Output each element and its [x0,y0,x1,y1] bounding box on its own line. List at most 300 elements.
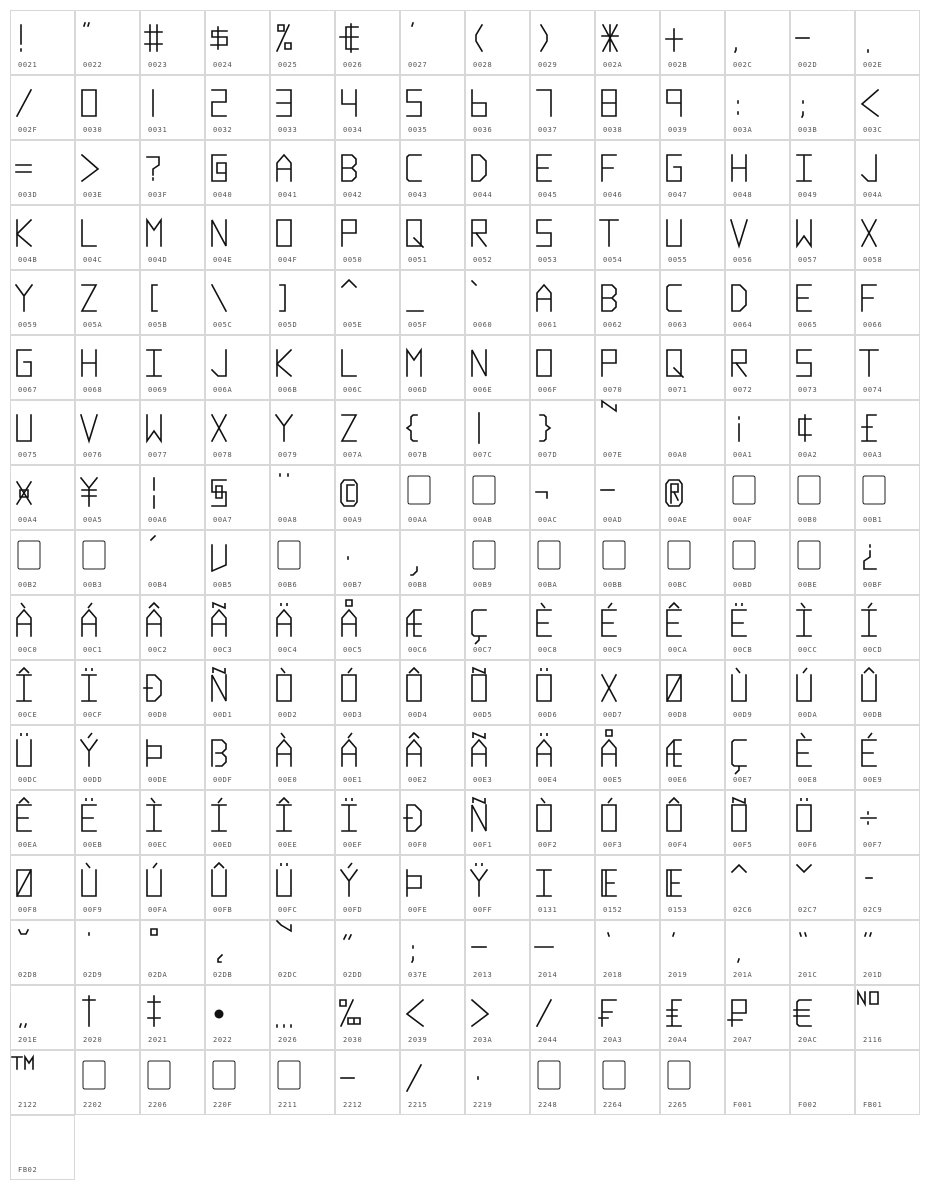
char-code-label: 0051 [408,256,428,264]
glyph-I [141,795,181,835]
glyph-excl [11,15,51,55]
glyph-brokenbar [141,470,181,510]
char-cell [725,985,790,1050]
char-cell [140,270,205,335]
char-cell [660,855,725,920]
char-cell [205,985,270,1050]
char-code-label: 2014 [538,971,558,979]
char-cell [790,855,855,920]
glyph-I [791,600,831,640]
glyph-blank [661,405,701,445]
char-cell [725,855,790,920]
char-code-label: 00A3 [863,451,883,459]
char-code-label: 00D5 [473,711,493,719]
glyph-grave [466,275,506,315]
glyph-cent [791,405,831,445]
char-code-label: 02DC [278,971,298,979]
char-cell [205,270,270,335]
glyph-C [401,145,441,185]
glyph-box [596,1055,636,1095]
glyph-comma [726,15,766,55]
glyph-dbquo [11,990,51,1030]
char-cell [595,335,660,400]
glyph-box [76,1055,116,1095]
glyph-permille [336,990,376,1030]
glyph-I [336,795,376,835]
char-cell [465,725,530,790]
char-cell [75,335,140,400]
char-cell [530,920,595,985]
char-code-label: 00AB [473,516,493,524]
char-code-label: 0072 [733,386,753,394]
char-code-label: 201A [733,971,753,979]
char-cell [530,595,595,660]
char-code-label: 003D [18,191,38,199]
glyph-colon [726,80,766,120]
char-code-label: 00C4 [278,646,298,654]
char-cell [10,855,75,920]
glyph-hyphen [791,15,831,55]
char-cell [270,985,335,1050]
char-code-label: 00D7 [603,711,623,719]
char-cell [75,400,140,465]
char-cell [465,1050,530,1115]
char-cell [10,140,75,205]
glyph-middot [336,535,376,575]
char-cell [855,595,920,660]
glyph-ellipsis [271,990,311,1030]
glyph-eight [596,80,636,120]
char-code-label: 002D [798,61,818,69]
glyph-U [661,210,701,250]
char-code-label: 00A5 [83,516,103,524]
glyph-Z [76,275,116,315]
glyph-plus [661,15,701,55]
glyph-yen [76,470,116,510]
glyph-Y [76,730,116,770]
char-code-label: 0043 [408,191,428,199]
char-code-label: 005E [343,321,363,329]
glyph-L [76,210,116,250]
char-code-label: 00ED [213,841,233,849]
char-code-label: 00EB [83,841,103,849]
glyph-E [596,600,636,640]
char-cell [530,465,595,530]
char-code-label: 00DA [798,711,818,719]
glyph-pound [856,405,896,445]
char-cell [10,335,75,400]
char-code-label: 003A [733,126,753,134]
glyph-less [401,990,441,1030]
char-code-label: 002F [18,126,38,134]
char-code-label: 00AA [408,516,428,524]
glyph-currency [11,470,51,510]
char-cell [335,595,400,660]
char-cell [270,855,335,920]
glyph-hyphen [336,1055,376,1095]
glyph-O [531,665,571,705]
char-code-label: 0053 [538,256,558,264]
char-cell [205,790,270,855]
glyph-Thorn [141,730,181,770]
glyph-Oslash [11,860,51,900]
char-cell [400,270,465,335]
glyph-box [76,535,116,575]
char-code-label: 00E2 [408,776,428,784]
char-cell [75,790,140,855]
char-code-label: 0052 [473,256,493,264]
glyph-at [206,145,246,185]
glyph-I [206,795,246,835]
glyph-E [726,600,766,640]
char-code-label: 0071 [668,386,688,394]
char-cell [335,725,400,790]
char-cell [400,790,465,855]
char-cell [660,10,725,75]
char-code-label: 0023 [148,61,168,69]
glyph-lira [661,990,701,1030]
glyph-lparen [466,15,506,55]
char-code-label: 2248 [538,1101,558,1109]
char-code-label: 02DA [148,971,168,979]
glyph-A [206,600,246,640]
char-code-label: 00BE [798,581,818,589]
glyph-iquestion [856,535,896,575]
char-code-label: 007C [473,451,493,459]
glyph-dquote [76,15,116,55]
char-code-label: 00B1 [863,516,883,524]
char-cell [140,205,205,270]
char-code-label: 00FF [473,906,493,914]
char-cell [595,1050,660,1115]
char-cell [270,530,335,595]
glyph-I [531,860,571,900]
glyph-amp [336,15,376,55]
char-cell [855,140,920,205]
char-code-label: 005A [83,321,103,329]
char-code-label: 00EF [343,841,363,849]
char-cell [335,855,400,920]
glyph-greater [466,990,506,1030]
char-code-label: 00B0 [798,516,818,524]
char-code-label: FB02 [18,1166,38,1174]
char-cell [660,1050,725,1115]
char-code-label: 00C1 [83,646,103,654]
char-code-label: 0063 [668,321,688,329]
char-code-label: 00B2 [18,581,38,589]
char-code-label: 201E [18,1036,38,1044]
glyph-box [401,470,441,510]
char-code-label: 0035 [408,126,428,134]
glyph-blank [856,1055,896,1095]
char-code-label: 0073 [798,386,818,394]
glyph-Q [661,340,701,380]
glyph-G [661,145,701,185]
char-code-label: 00D2 [278,711,298,719]
char-cell [855,270,920,335]
glyph-box [466,535,506,575]
char-cell [595,725,660,790]
glyph-G [11,340,51,380]
char-code-label: 20A4 [668,1036,688,1044]
char-cell [595,140,660,205]
char-cell [140,985,205,1050]
char-code-label: 220F [213,1101,233,1109]
char-cell [205,205,270,270]
char-cell [530,335,595,400]
glyph-copyright [336,470,376,510]
char-cell [725,530,790,595]
glyph-dollar [206,15,246,55]
char-cell [530,140,595,205]
char-code-label: 0065 [798,321,818,329]
char-code-label: FB01 [863,1101,883,1109]
glyph-AE [401,600,441,640]
char-cell [660,985,725,1050]
char-code-label: 00BC [668,581,688,589]
char-code-label: 0024 [213,61,233,69]
char-cell [855,10,920,75]
char-cell [595,530,660,595]
char-code-label: 00D4 [408,711,428,719]
char-cell [660,400,725,465]
char-code-label: 0056 [733,256,753,264]
char-cell [855,1050,920,1115]
char-cell [725,595,790,660]
char-cell [660,205,725,270]
char-cell [270,205,335,270]
glyph-underscore [401,275,441,315]
glyph-macron [856,860,896,900]
char-cell [205,400,270,465]
char-cell [75,920,140,985]
char-cell [855,75,920,140]
char-code-label: 0033 [278,126,298,134]
char-code-label: 2264 [603,1101,623,1109]
glyph-caret [336,275,376,315]
glyph-blank [11,1120,51,1160]
char-code-label: 0040 [213,191,233,199]
char-cell [595,205,660,270]
char-cell [400,400,465,465]
char-cell [790,465,855,530]
char-code-label: 00A6 [148,516,168,524]
char-code-label: 00BA [538,581,558,589]
glyph-A [141,600,181,640]
char-cell [140,10,205,75]
char-code-label: 201C [798,971,818,979]
char-cell [335,920,400,985]
char-code-label: 0074 [863,386,883,394]
char-code-label: 0070 [603,386,623,394]
char-code-label: 00CC [798,646,818,654]
char-cell [205,335,270,400]
char-code-label: 0131 [538,906,558,914]
glyph-U [11,405,51,445]
char-code-label: 00F8 [18,906,38,914]
char-cell [790,205,855,270]
char-cell [790,335,855,400]
glyph-bar [466,405,506,445]
char-code-label: 00E9 [863,776,883,784]
char-code-label: 2021 [148,1036,168,1044]
glyph-OE [661,860,701,900]
char-code-label: 00E4 [538,776,558,784]
char-code-label: 00FA [148,906,168,914]
char-code-label: 0049 [798,191,818,199]
char-cell [595,920,660,985]
char-cell [530,530,595,595]
glyph-rsquo [661,925,701,965]
glyph-C [726,730,766,770]
char-code-label: 006A [213,386,233,394]
char-cell [660,335,725,400]
glyph-U [726,665,766,705]
char-cell [660,725,725,790]
char-cell [595,10,660,75]
char-code-label: 0026 [343,61,363,69]
char-code-label: 0077 [148,451,168,459]
char-code-label: 00C0 [18,646,38,654]
glyph-W [791,210,831,250]
char-code-label: 0036 [473,126,493,134]
char-cell [270,1050,335,1115]
char-code-label: 0050 [343,256,363,264]
char-cell [140,1050,205,1115]
char-code-label: 00B7 [343,581,363,589]
glyph-softhyphen [596,470,636,510]
glyph-Z [336,405,376,445]
glyph-circumflex [726,860,766,900]
glyph-V [726,210,766,250]
char-cell [205,595,270,660]
glyph-box [661,1055,701,1095]
glyph-A [336,600,376,640]
glyph-O [271,665,311,705]
glyph-E [856,730,896,770]
char-cell [10,75,75,140]
char-code-label: 00B6 [278,581,298,589]
char-code-label: 00CD [863,646,883,654]
char-cell [335,985,400,1050]
char-code-label: 02C9 [863,906,883,914]
char-code-label: 0042 [343,191,363,199]
char-code-label: 004B [18,256,38,264]
char-cell [140,725,205,790]
char-code-label: 00D0 [148,711,168,719]
char-code-label: 0047 [668,191,688,199]
char-cell [660,660,725,725]
glyph-U [791,665,831,705]
char-code-label: 0041 [278,191,298,199]
char-cell [140,790,205,855]
char-cell [75,1050,140,1115]
glyph-X [596,665,636,705]
char-cell [465,335,530,400]
glyph-ldquo [791,925,831,965]
glyph-Y [466,860,506,900]
char-cell [140,465,205,530]
char-code-label: 0061 [538,321,558,329]
char-cell [10,465,75,530]
char-code-label: 00C2 [148,646,168,654]
glyph-nine [661,80,701,120]
char-cell [595,855,660,920]
glyph-dotaccent [76,925,116,965]
glyph-U [206,860,246,900]
glyph-numero [856,990,896,1030]
glyph-A [531,730,571,770]
glyph-tilde [596,405,636,445]
char-code-label: 2212 [343,1101,363,1109]
char-cell [855,920,920,985]
glyph-not [531,470,571,510]
glyph-emdash [531,925,571,965]
glyph-slash [531,990,571,1030]
glyph-dieresis [271,470,311,510]
char-code-label: 00BB [603,581,623,589]
glyph-lbrace [401,405,441,445]
char-code-label: 005D [278,321,298,329]
glyph-O [726,795,766,835]
char-cell [660,530,725,595]
glyph-V [76,405,116,445]
glyph-franc [596,990,636,1030]
glyph-box [141,1055,181,1095]
glyph-question [141,145,181,185]
char-cell [10,725,75,790]
glyph-endash [466,925,506,965]
char-code-label: 2219 [473,1101,493,1109]
char-cell [400,660,465,725]
char-cell [75,10,140,75]
glyph-box [596,535,636,575]
char-code-label: 00E0 [278,776,298,784]
char-cell [10,10,75,75]
glyph-zero [76,80,116,120]
glyph-box [791,535,831,575]
char-cell [10,270,75,335]
glyph-dagger [76,990,116,1030]
char-code-label: 0048 [733,191,753,199]
char-cell [270,465,335,530]
char-code-label: 00B9 [473,581,493,589]
char-cell [335,465,400,530]
char-cell [595,595,660,660]
char-cell [855,660,920,725]
glyph-L [336,340,376,380]
char-cell [790,595,855,660]
char-cell [660,270,725,335]
char-code-label: 0059 [18,321,38,329]
char-cell [270,400,335,465]
glyph-A [271,600,311,640]
char-cell [725,920,790,985]
char-code-label: 00A7 [213,516,233,524]
char-cell [75,75,140,140]
char-cell [10,1115,75,1180]
char-code-label: 0028 [473,61,493,69]
char-code-label: 00C9 [603,646,623,654]
glyph-P [336,210,376,250]
char-cell [660,140,725,205]
char-cell [790,790,855,855]
char-cell [400,725,465,790]
char-code-label: 2211 [278,1101,298,1109]
char-code-label: 00EC [148,841,168,849]
glyph-E [791,730,831,770]
glyph-Y [11,275,51,315]
